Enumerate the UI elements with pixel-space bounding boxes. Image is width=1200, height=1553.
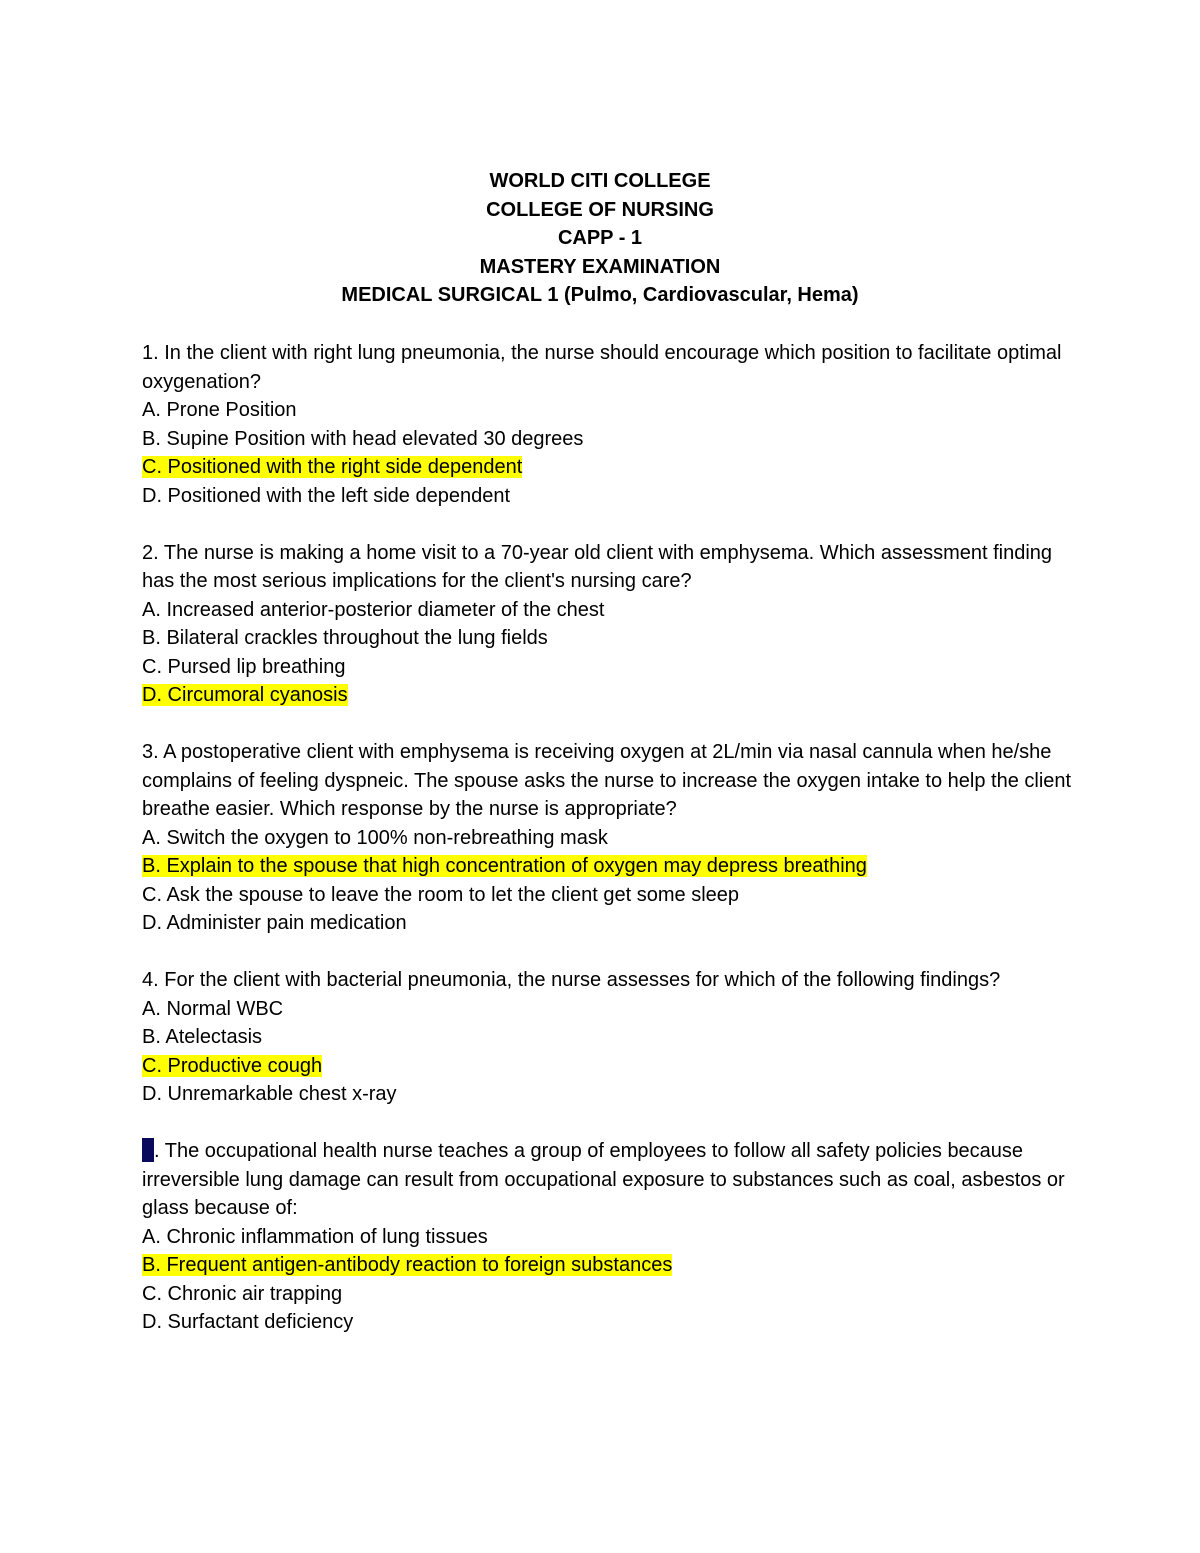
question-number: 4: [142, 969, 154, 991]
choice-a: [142, 396, 1072, 425]
choice-c: [142, 453, 1072, 482]
choice-text: D. Administer pain medication: [142, 912, 407, 934]
choice-c: [142, 881, 1072, 910]
choice-text: D. Surfactant deficiency: [142, 1311, 354, 1333]
course-code: CAPP - 1: [557, 227, 643, 250]
choice-a: [142, 596, 1072, 625]
choice-c: [142, 653, 1072, 682]
choice-text: B. Supine Position with head elevated 30 degrees: [142, 427, 584, 450]
choice-a: [142, 995, 1072, 1024]
question-text: . For the client with bacterial pneumonia, the nurse assesses for which of the following findings?: [153, 969, 1001, 991]
question-number: 3: [142, 741, 154, 763]
question-number: 2: [142, 541, 154, 564]
choice-d: [142, 1080, 1072, 1109]
selected-question-number[interactable]: [142, 1138, 154, 1162]
choice-d: [142, 681, 1072, 710]
choice-text: C. Pursed lip breathing: [142, 655, 346, 678]
question-number: 1: [142, 342, 154, 364]
question-stem: [142, 539, 1072, 596]
highlighted-answer: B. Explain to the spouse that high concentration of oxygen may depress breathing: [142, 855, 867, 877]
choice-text: C. Ask the spouse to leave the room to let the client get some sleep: [142, 883, 740, 906]
question-stem: [142, 339, 1072, 396]
question-stem: [142, 966, 1072, 995]
question-stem: [142, 738, 1072, 824]
exam-subject: MEDICAL SURGICAL 1 (Pulmo, Cardiovascular, Hema): [341, 284, 859, 307]
document-header: [0, 167, 1200, 310]
choice-text: A. Chronic inflammation of lung tissues: [142, 1225, 488, 1248]
exam-title: MASTERY EXAMINATION: [479, 255, 721, 278]
choice-text: A. Increased anterior-posterior diameter of the chest: [142, 598, 605, 621]
choice-text: B. Bilateral crackles throughout the lung fields: [142, 627, 548, 649]
question-4: [142, 966, 1072, 1109]
choice-b: [142, 1023, 1072, 1052]
question-text: . The nurse is making a home visit to a 70-year old client with emphysema. Which assessment finding has the most serious implications for the client's nursing care?: [142, 541, 1053, 592]
question-text: . In the client with right lung pneumonia, the nurse should encourage which position to facilitate optimal oxygenation?: [142, 342, 1062, 393]
college-name: COLLEGE OF NURSING: [486, 198, 714, 221]
institution-name: WORLD CITI COLLEGE: [489, 170, 711, 192]
highlighted-answer: C. Positioned with the right side dependent: [142, 456, 523, 478]
question-3: [142, 738, 1072, 938]
choice-text: A. Switch the oxygen to 100% non-rebreathing mask: [142, 826, 608, 849]
choice-b: [142, 1251, 1072, 1280]
choice-text: A. Normal WBC: [142, 997, 284, 1020]
question-list: [142, 339, 1072, 1365]
choice-d: [142, 1308, 1072, 1337]
choice-text: C. Chronic air trapping: [142, 1282, 343, 1305]
choice-a: [142, 1223, 1072, 1252]
question-5: [142, 1137, 1072, 1337]
choice-c: [142, 1280, 1072, 1309]
choice-text: A. Prone Position: [142, 399, 297, 421]
highlighted-answer: C. Productive cough: [142, 1054, 323, 1077]
choice-b: [142, 852, 1072, 881]
choice-d: [142, 482, 1072, 511]
choice-b: [142, 624, 1072, 653]
choice-text: D. Unremarkable chest x-ray: [142, 1083, 397, 1105]
choice-b: [142, 425, 1072, 454]
highlighted-answer: B. Frequent antigen-antibody reaction to foreign substances: [142, 1254, 673, 1276]
choice-c: [142, 1052, 1072, 1081]
choice-text: B. Atelectasis: [142, 1026, 263, 1048]
question-text: . The occupational health nurse teaches a group of employees to follow all safety policies because irreversible lung damage can result from occupational exposure to substances such as coal, asbestos or glass because of:: [142, 1140, 1065, 1219]
question-1: [142, 339, 1072, 510]
question-2: [142, 539, 1072, 710]
question-stem: [142, 1137, 1072, 1223]
choice-d: [142, 909, 1072, 938]
choice-text: D. Positioned with the left side dependent: [142, 484, 511, 507]
highlighted-answer: D. Circumoral cyanosis: [142, 684, 348, 706]
choice-a: [142, 824, 1072, 853]
question-text: . A postoperative client with emphysema is receiving oxygen at 2L/min via nasal cannula when he/she complains of feeling dyspneic. The spouse asks the nurse to increase the oxygen intake to help the client breathe easier. Which response by the nurse is appropriate?: [142, 741, 1072, 820]
